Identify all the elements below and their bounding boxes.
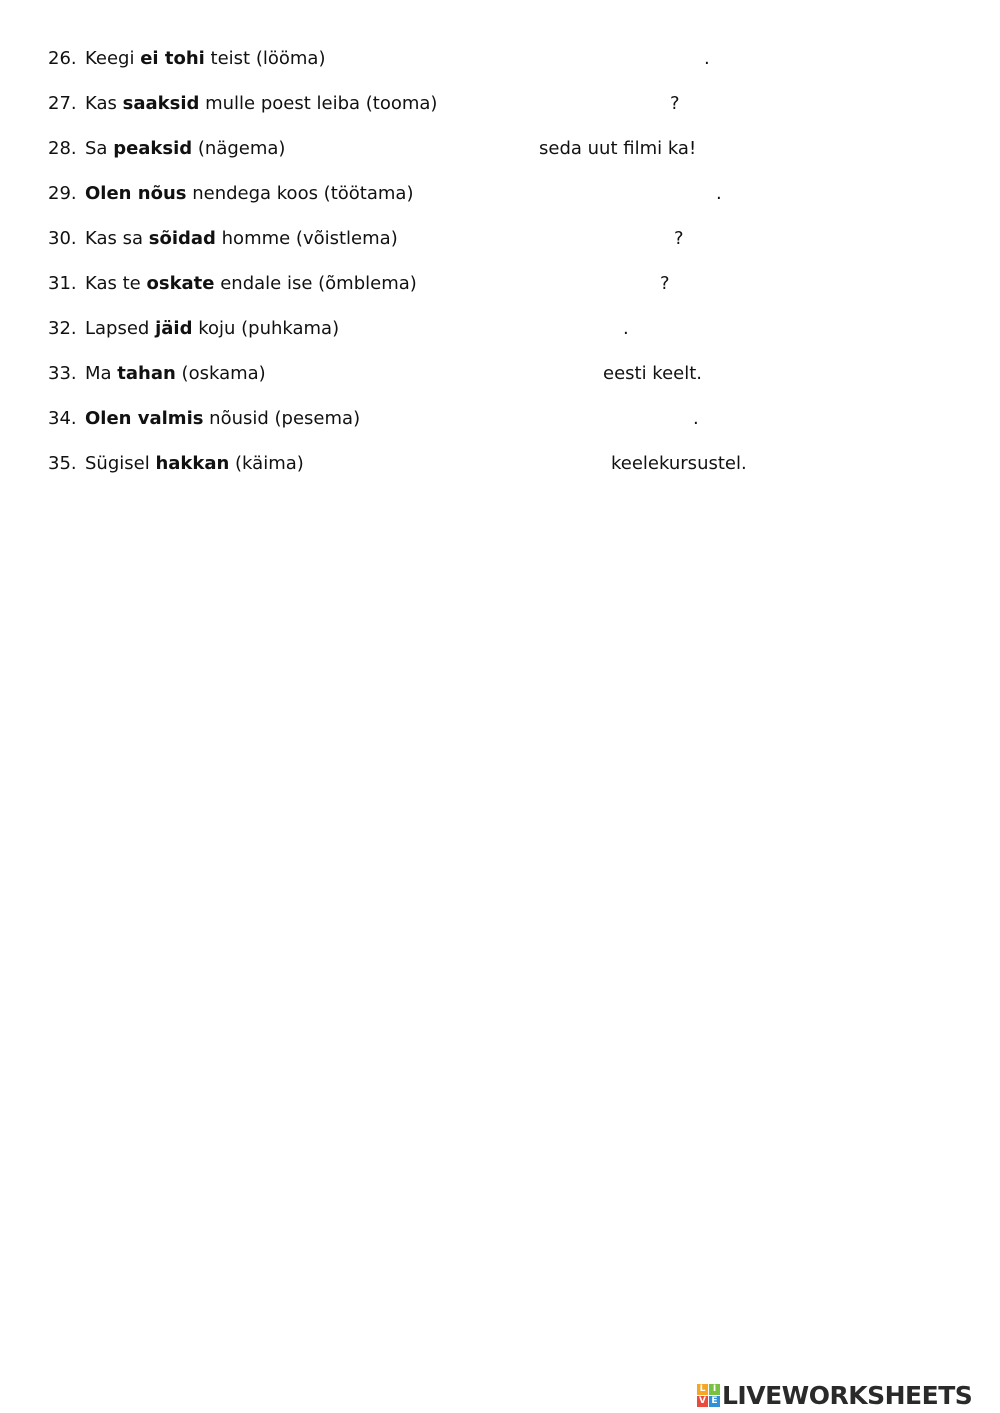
sentence-start: Ma bbox=[85, 363, 118, 384]
sentence-start: Kas sa bbox=[85, 228, 149, 249]
exercise-number: 32. bbox=[48, 318, 77, 339]
exercise-number: 34. bbox=[48, 408, 77, 429]
sentence-start: Kas bbox=[85, 93, 123, 114]
modal-verb: saaksid bbox=[122, 93, 200, 114]
answer-field[interactable] bbox=[420, 227, 670, 251]
answer-field[interactable] bbox=[380, 407, 685, 431]
sentence-start: Kas te bbox=[85, 273, 147, 294]
sentence-rest: nõusid (pesema) bbox=[203, 408, 361, 429]
exercise-sentence bbox=[85, 269, 417, 299]
answer-field[interactable] bbox=[305, 137, 533, 161]
exercise-sentence bbox=[85, 449, 304, 479]
exercise-number: 35. bbox=[48, 453, 77, 474]
sentence-end: ? bbox=[670, 93, 680, 114]
sentence-rest: nendega koos (töötama) bbox=[186, 183, 414, 204]
sentence-rest: mulle poest leiba (tooma) bbox=[199, 93, 438, 114]
sentence-end: eesti keelt. bbox=[603, 363, 703, 384]
exercise-32 bbox=[0, 314, 1000, 344]
sentence-end: . bbox=[623, 318, 629, 339]
exercise-sentence bbox=[85, 179, 413, 209]
sentence-rest: koju (puhkama) bbox=[192, 318, 340, 339]
exercise-sentence bbox=[85, 224, 398, 254]
sentence-start: Sügisel bbox=[85, 453, 156, 474]
exercise-number: 30. bbox=[48, 228, 77, 249]
exercise-26 bbox=[0, 44, 1000, 74]
answer-field[interactable] bbox=[460, 92, 665, 116]
sentence-rest: (nägema) bbox=[192, 138, 286, 159]
exercise-28 bbox=[0, 134, 1000, 164]
exercise-sentence bbox=[85, 44, 325, 74]
exercise-34 bbox=[0, 404, 1000, 434]
modal-verb: Olen valmis bbox=[85, 408, 204, 429]
exercise-number: 33. bbox=[48, 363, 77, 384]
modal-verb: Olen nõus bbox=[85, 183, 187, 204]
modal-verb: sõidad bbox=[148, 228, 216, 249]
sentence-rest: (oskama) bbox=[175, 363, 266, 384]
exercise-number: 31. bbox=[48, 273, 77, 294]
answer-field[interactable] bbox=[440, 272, 655, 296]
exercise-31 bbox=[0, 269, 1000, 299]
modal-verb: jäid bbox=[155, 318, 193, 339]
modal-verb: tahan bbox=[117, 363, 176, 384]
exercise-30 bbox=[0, 224, 1000, 254]
exercise-sentence bbox=[85, 89, 437, 119]
exercise-number: 28. bbox=[48, 138, 77, 159]
sentence-end: keelekursustel. bbox=[611, 453, 747, 474]
exercise-number: 27. bbox=[48, 93, 77, 114]
sentence-rest: (käima) bbox=[229, 453, 304, 474]
exercise-35 bbox=[0, 449, 1000, 479]
answer-field[interactable] bbox=[325, 452, 605, 476]
sentence-end: ? bbox=[660, 273, 670, 294]
exercise-29 bbox=[0, 179, 1000, 209]
liveworksheets-logo bbox=[697, 1378, 972, 1412]
logo-block-l: L bbox=[697, 1384, 708, 1395]
sentence-rest: homme (võistlema) bbox=[215, 228, 398, 249]
exercise-27 bbox=[0, 89, 1000, 119]
sentence-start: Sa bbox=[85, 138, 114, 159]
sentence-rest: teist (lööma) bbox=[204, 48, 326, 69]
modal-verb: hakkan bbox=[155, 453, 230, 474]
exercise-number: 29. bbox=[48, 183, 77, 204]
exercise-sentence bbox=[85, 134, 285, 164]
sentence-end: seda uut filmi ka! bbox=[539, 138, 697, 159]
answer-field[interactable] bbox=[435, 182, 713, 206]
logo-block-v: V bbox=[697, 1396, 708, 1407]
modal-verb: oskate bbox=[146, 273, 215, 294]
exercise-number: 26. bbox=[48, 48, 77, 69]
logo-block-e: E bbox=[709, 1396, 720, 1407]
logo-block-i: I bbox=[709, 1384, 720, 1395]
sentence-end: . bbox=[693, 408, 699, 429]
sentence-start: Keegi bbox=[85, 48, 141, 69]
sentence-start: Lapsed bbox=[85, 318, 156, 339]
exercise-33 bbox=[0, 359, 1000, 389]
exercise-sentence bbox=[85, 404, 360, 434]
answer-field[interactable] bbox=[285, 362, 597, 386]
exercise-sentence bbox=[85, 359, 266, 389]
sentence-end: ? bbox=[674, 228, 684, 249]
sentence-end: . bbox=[704, 48, 710, 69]
answer-field[interactable] bbox=[362, 317, 618, 341]
sentence-end: . bbox=[716, 183, 722, 204]
live-blocks-icon bbox=[697, 1384, 720, 1407]
modal-verb: ei tohi bbox=[140, 48, 205, 69]
sentence-rest: endale ise (õmblema) bbox=[214, 273, 417, 294]
answer-field[interactable] bbox=[345, 47, 700, 71]
modal-verb: peaksid bbox=[113, 138, 193, 159]
logo-wordmark: LIVEWORKSHEETS bbox=[722, 1380, 973, 1410]
exercise-sentence bbox=[85, 314, 339, 344]
